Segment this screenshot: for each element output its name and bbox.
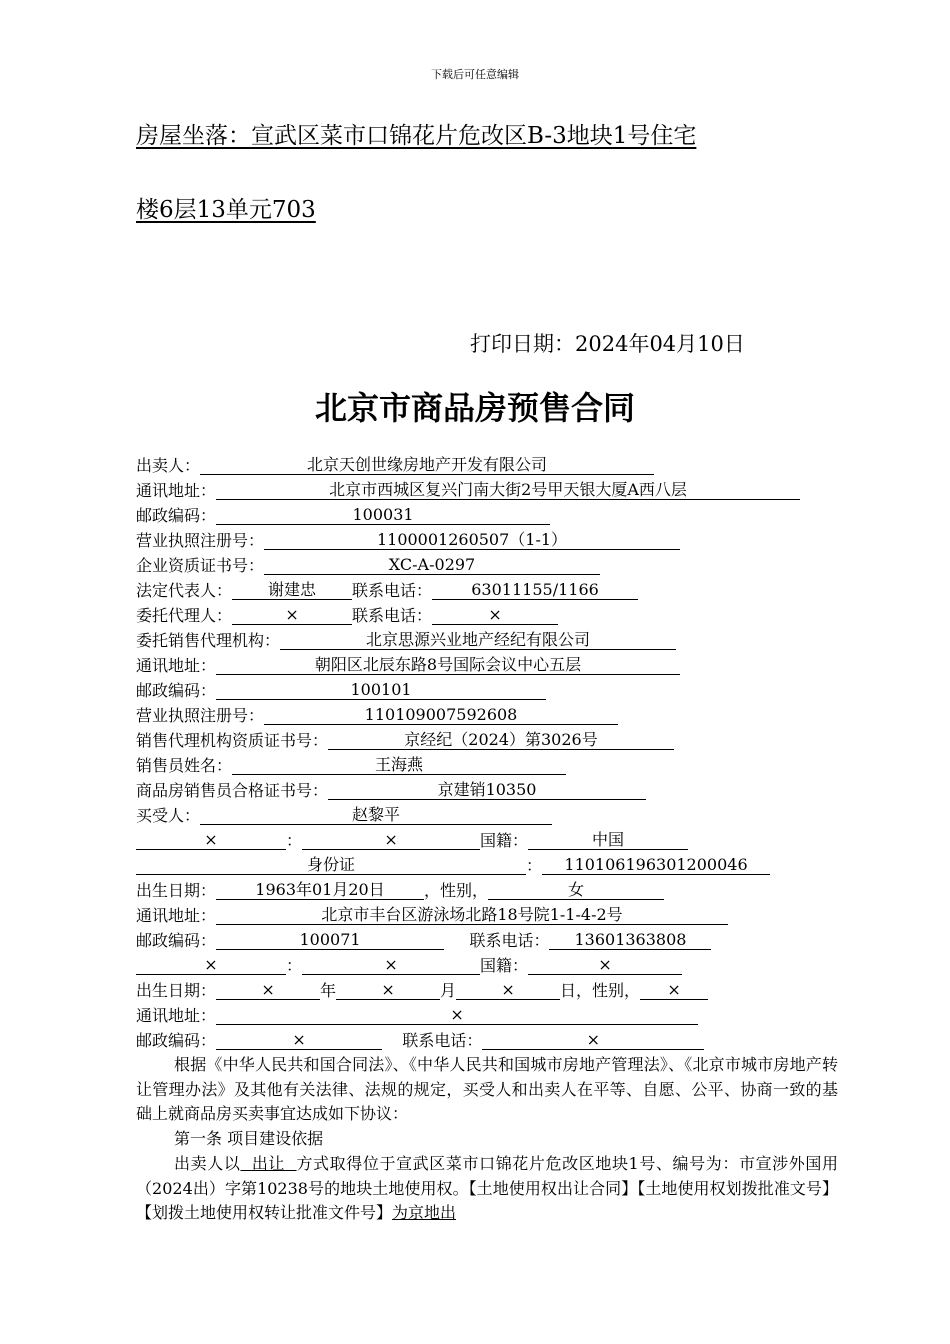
seller-agent-field[interactable]: × <box>232 604 352 625</box>
label: 出卖人： <box>136 456 201 475</box>
land-acquisition-method[interactable]: 出让 <box>251 1154 286 1173</box>
label: 年 <box>320 981 337 1000</box>
agency-license-field[interactable]: 110109007592608 <box>264 704 618 725</box>
seller-rep-field[interactable]: 谢建忠 <box>232 579 352 600</box>
seller-name-row <box>136 454 654 478</box>
label: 出生日期： <box>136 881 217 900</box>
label: 国籍： <box>480 956 529 975</box>
label: ： <box>286 956 303 975</box>
label: 企业资质证书号： <box>136 556 265 575</box>
label: 日，性别， <box>560 981 641 1000</box>
buyer2-nationality-field[interactable]: × <box>528 954 682 975</box>
buyer2-tel-field[interactable]: × <box>482 1029 704 1050</box>
seller-license-field[interactable]: 1100001260507（1-1） <box>264 529 680 550</box>
contract-title: 北京市商品房预售合同 <box>314 389 635 427</box>
label: 邮政编码： <box>136 931 217 950</box>
seller-address-field[interactable]: 北京市西城区复兴门南大街2号甲天银大厦A西八层 <box>216 479 800 500</box>
seller-name-field[interactable]: 北京天创世缘房地产开发有限公司 <box>200 454 654 475</box>
label: 国籍： <box>480 831 529 850</box>
label: 委托销售代理机构： <box>136 631 281 650</box>
buyer2-zip-field[interactable]: × <box>216 1029 382 1050</box>
label: 通讯地址： <box>136 481 217 500</box>
buyer2-sex-field[interactable]: × <box>640 979 708 1000</box>
seller-rep-tel-field[interactable]: 63011155/1166 <box>432 579 638 600</box>
label: 买受人： <box>136 806 201 825</box>
buyer-zip-field[interactable]: 100071 <box>216 929 444 950</box>
buyer-zip-row <box>136 929 711 953</box>
buyer2-doc-field[interactable]: × <box>136 954 286 975</box>
buyer-id-type-field[interactable]: 身份证 <box>136 854 526 875</box>
buyer-id-row <box>136 854 770 878</box>
buyer-sex-field[interactable]: 女 <box>488 879 664 900</box>
buyer2-address-row <box>136 1004 698 1028</box>
agency-zip-field[interactable]: 100101 <box>216 679 546 700</box>
agency-qualification-row <box>136 729 674 753</box>
label: 联系电话： <box>352 581 433 600</box>
approval-doc-no[interactable]: 为京地出 <box>392 1203 457 1223</box>
header-note: 下载后可任意编辑 <box>431 68 519 81</box>
label: ： <box>526 856 543 875</box>
agency-zip-row <box>136 679 546 703</box>
seller-license-row <box>136 529 680 553</box>
label: 月 <box>440 981 457 1000</box>
seller-agent-tel-field[interactable]: × <box>432 604 558 625</box>
buyer2-birth-row <box>136 979 708 1003</box>
label: 通讯地址： <box>136 656 217 675</box>
property-location-line2: 楼6层13单元703 <box>136 197 316 223</box>
label: ，性别， <box>424 881 489 900</box>
agency-name-row <box>136 629 676 653</box>
label: 邮政编码： <box>136 506 217 525</box>
agency-qualification-field[interactable]: 京经纪（2024）第3026号 <box>328 729 674 750</box>
buyer-name-field[interactable]: 赵黎平 <box>200 804 552 825</box>
seller-rep-row <box>136 579 638 603</box>
seller-zip-row <box>136 504 550 528</box>
agency-staff-row <box>136 754 566 778</box>
buyer-address-row <box>136 904 728 928</box>
label: ： <box>286 831 303 850</box>
seller-qualification-field[interactable]: XC-A-0297 <box>264 554 600 575</box>
agency-license-row <box>136 704 618 728</box>
article-1-heading: 第一条 项目建设依据 <box>174 1129 324 1148</box>
label: 邮政编码： <box>136 681 217 700</box>
label: 销售代理机构资质证书号： <box>136 731 329 750</box>
label: 通讯地址： <box>136 1006 217 1025</box>
agency-cert-field[interactable]: 京建销10350 <box>328 779 646 800</box>
buyer-tel-field[interactable]: 13601363808 <box>549 929 711 950</box>
agency-cert-row <box>136 779 646 803</box>
buyer-birth-row <box>136 879 664 903</box>
buyer2-birth-year-field[interactable]: × <box>216 979 320 1000</box>
buyer-id-no-field[interactable]: 110106196301200046 <box>542 854 770 875</box>
buyer2-birth-day-field[interactable]: × <box>456 979 560 1000</box>
label: 销售员姓名： <box>136 756 233 775</box>
label: 商品房销售员合格证书号： <box>136 781 329 800</box>
buyer-doc-field[interactable]: × <box>136 829 286 850</box>
text: 方式取得位于宣武区菜市口锦花片危改区地块1号、编号为：市宣涉外国用（2024出）字第10238号的地块土地使用权。【土地使用权出让合同】【土地使用权划拨批准文号】【划拨土地使用权转让批准文件号】 <box>136 1154 838 1223</box>
label: 邮政编码： <box>136 1031 217 1050</box>
buyer2-doc-no-field[interactable]: × <box>302 954 480 975</box>
buyer-birth-field[interactable]: 1963年01月20日 <box>216 879 424 900</box>
buyer-doc-no-field[interactable]: × <box>302 829 480 850</box>
buyer2-birth-month-field[interactable]: × <box>336 979 440 1000</box>
buyer2-address-field[interactable]: × <box>216 1004 698 1025</box>
label: 联系电话： <box>352 606 433 625</box>
seller-zip-field[interactable]: 100031 <box>216 504 550 525</box>
agency-address-field[interactable]: 朝阳区北辰东路8号国际会议中心五层 <box>216 654 680 675</box>
agency-address-row <box>136 654 680 678</box>
label: 出生日期： <box>136 981 217 1000</box>
label: 联系电话： <box>469 931 550 950</box>
label: 法定代表人： <box>136 581 233 600</box>
buyer-name-row <box>136 804 552 828</box>
property-location-line1: 房屋坐落：宣武区菜市口锦花片危改区B-3地块1号住宅 <box>136 123 697 149</box>
intro-paragraph: 根据《中华人民共和国合同法》、《中华人民共和国城市房地产管理法》、《北京市城市房地产转让管理办法》及其他有关法律、法规的规定，买受人和出卖人在平等、自愿、公平、协商一致的基础上就商品房买卖事宜达成如下协议： <box>136 1055 838 1124</box>
buyer2-zip-row <box>136 1029 704 1053</box>
text: 出卖人以 <box>174 1154 241 1173</box>
seller-qualification-row <box>136 554 600 578</box>
buyer-nationality-row <box>136 829 688 853</box>
buyer-nationality-field[interactable]: 中国 <box>528 829 688 850</box>
label: 营业执照注册号： <box>136 706 265 725</box>
buyer2-nationality-row <box>136 954 682 978</box>
label: 通讯地址： <box>136 906 217 925</box>
label: 营业执照注册号： <box>136 531 265 550</box>
label: 联系电话： <box>402 1031 483 1050</box>
article-1-paragraph <box>136 1152 838 1226</box>
seller-address-row <box>136 479 800 503</box>
print-date: 打印日期：2024年04月10日 <box>470 332 745 356</box>
seller-agent-row <box>136 604 558 628</box>
agency-staff-field[interactable]: 王海燕 <box>232 754 566 775</box>
label: 委托代理人： <box>136 606 233 625</box>
buyer-address-field[interactable]: 北京市丰台区游泳场北路18号院1-1-4-2号 <box>216 904 728 925</box>
agency-name-field[interactable]: 北京思源兴业地产经纪有限公司 <box>280 629 676 650</box>
